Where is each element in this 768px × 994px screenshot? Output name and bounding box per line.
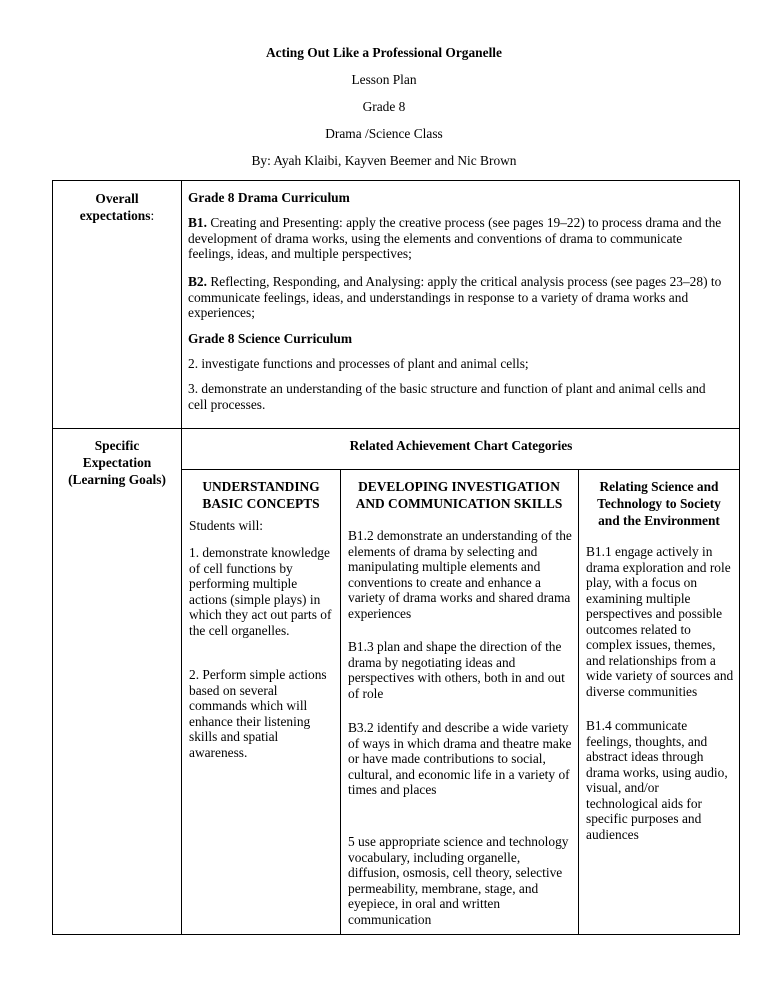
- col3-item-b1-4: B1.4 communicate feelings, thoughts, and abstract ideas through drama works, using audio, visual, and/or technological aids for specific purposes and audiences: [586, 718, 728, 842]
- overall-expectations-label: Overall expectations:: [79, 191, 155, 223]
- achievement-chart-heading: Related Achievement Chart Categories: [349, 438, 573, 453]
- drama-curriculum-heading: Grade 8 Drama Curriculum: [188, 190, 350, 205]
- col2-item-b1-2: B1.2 demonstrate an understanding of the elements of drama by selecting and manipulating multiple elements and conventions to create and enhance a variety of drama works and shared drama experiences: [348, 528, 572, 621]
- col1-item-1: 1. demonstrate knowledge of cell functions by performing multiple actions (simple plays) in which they act out parts of the cell organelles.: [189, 545, 332, 638]
- document-subtitle: Lesson Plan: [351, 72, 417, 87]
- grade-line: Grade 8: [362, 99, 406, 114]
- authors-line: By: Ayah Klaibi, Kayven Beemer and Nic Brown: [251, 153, 517, 168]
- investigation-communication-heading: DEVELOPING INVESTIGATION AND COMMUNICATION SKILLS: [355, 479, 563, 511]
- col2-item-b3-2: B3.2 identify and describe a wide variety of ways in which drama and theatre make or have made contributions to social, cultural, and economic life in a variety of times and places: [348, 720, 572, 797]
- table-divider: [52, 428, 740, 429]
- class-line: Drama /Science Class: [325, 126, 443, 141]
- science-expectation-2: 2. investigate functions and processes of plant and animal cells;: [188, 356, 529, 371]
- col1-intro: Students will:: [189, 518, 264, 533]
- expectation-b2: B2. Reflecting, Responding, and Analysing: apply the critical analysis process (see pages 23–28) to communicate feelings, ideas, and understandings in response to a variety of drama works and experiences;: [188, 274, 722, 320]
- table-divider: [340, 469, 341, 935]
- science-expectation-3: 3. demonstrate an understanding of the basic structure and function of plant and animal cells and cell processes.: [188, 381, 706, 412]
- table-divider: [181, 469, 740, 470]
- science-curriculum-heading: Grade 8 Science Curriculum: [188, 331, 353, 346]
- expectation-b1: B1. Creating and Presenting: apply the creative process (see pages 19–22) to process drama and the development of drama works, using the elements and conventions of drama to communicate feelings, ideas, and multiple perspectives;: [188, 215, 722, 261]
- science-society-heading: Relating Science and Technology to Society and the Environment: [597, 479, 721, 528]
- table-divider: [578, 469, 579, 935]
- document-title: Acting Out Like a Professional Organelle: [266, 45, 502, 60]
- col1-item-2: 2. Perform simple actions based on several commands which will enhance their listening skills and spatial awareness.: [189, 667, 327, 760]
- specific-expectation-label: Specific Expectation (Learning Goals): [68, 438, 166, 487]
- col2-item-5: 5 use appropriate science and technology vocabulary, including organelle, diffusion, osmosis, cell theory, selective permeability, membrane, stage, and eyepiece, in oral and written communication: [348, 834, 569, 927]
- understanding-concepts-heading: UNDERSTANDING BASIC CONCEPTS: [202, 479, 320, 511]
- col2-item-b1-3: B1.3 plan and shape the direction of the drama by negotiating ideas and perspectives with others, both in and out of role: [348, 639, 565, 701]
- table-divider: [181, 180, 182, 935]
- col3-item-b1-1: B1.1 engage actively in drama exploration and role play, with a focus on examining multiple perspectives and possible outcomes related to complex issues, themes, and relationships from a wide variety of sources and diverse communities: [586, 544, 734, 699]
